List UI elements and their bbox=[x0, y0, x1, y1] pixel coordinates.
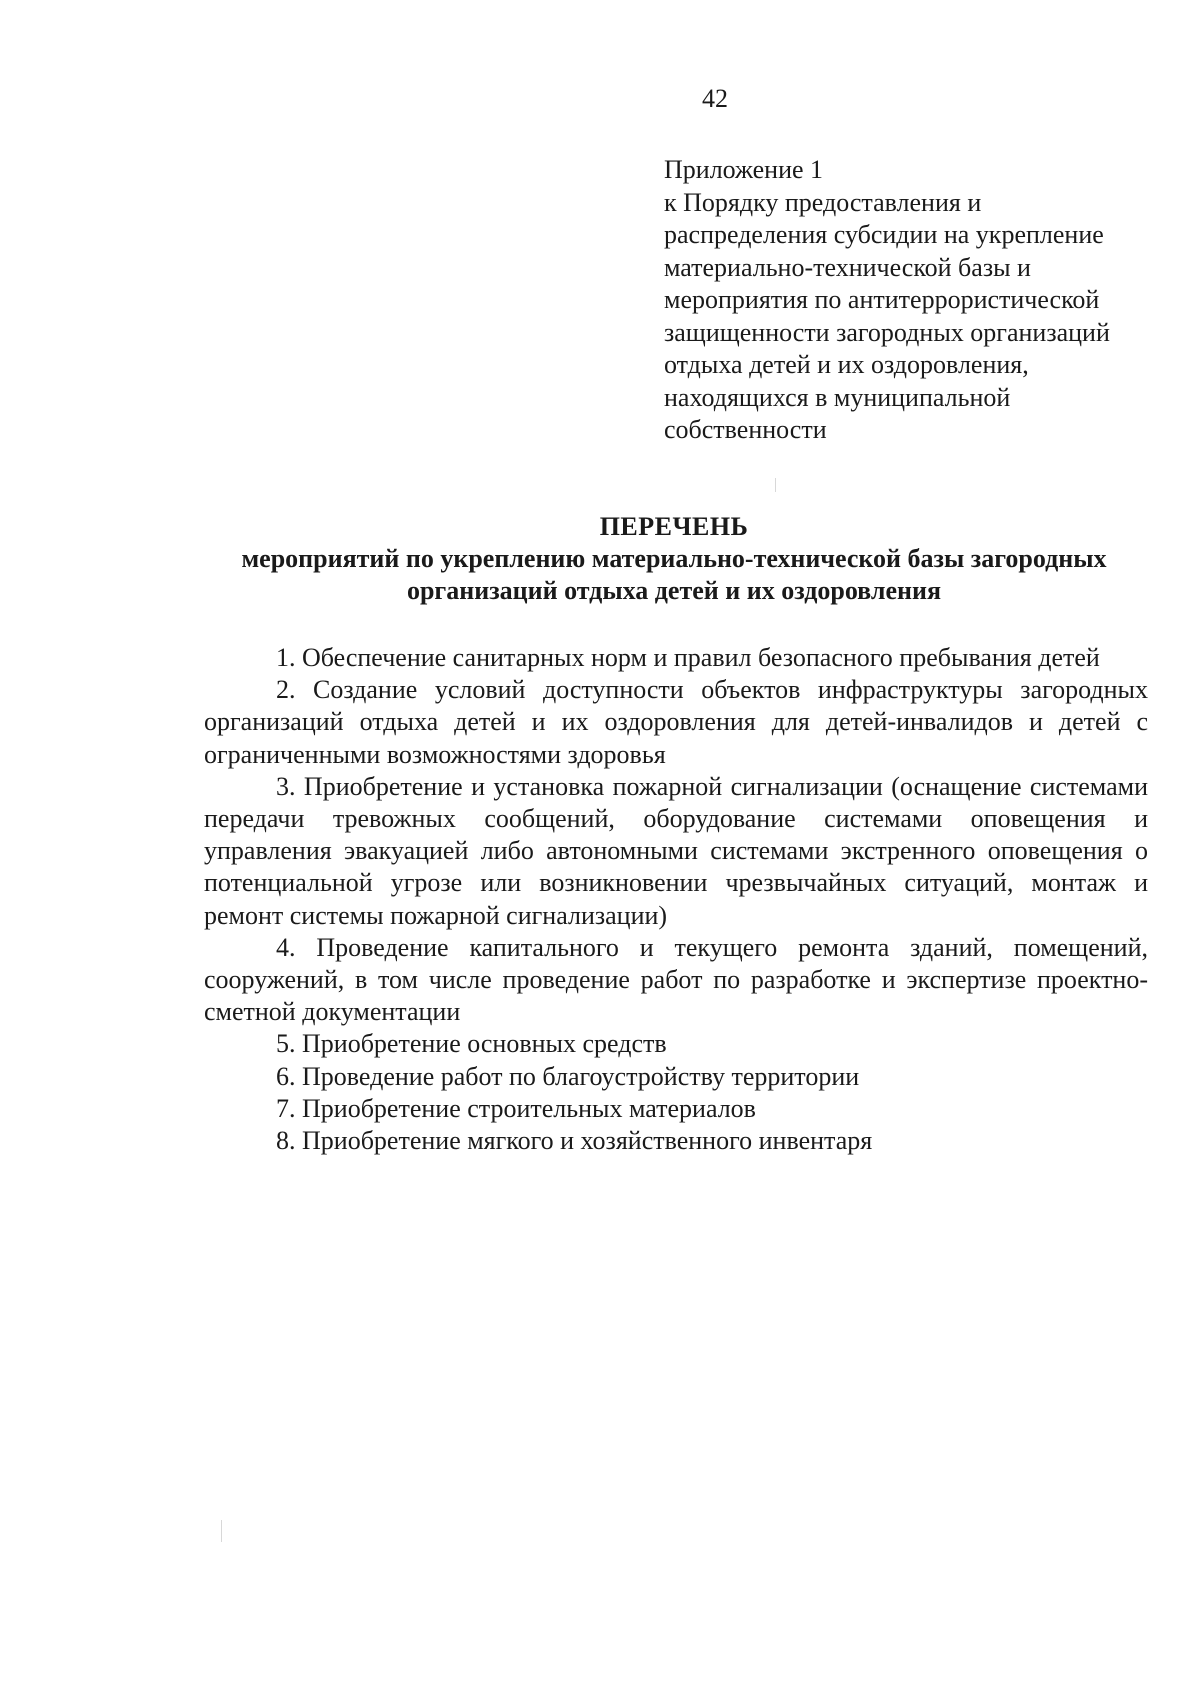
appendix-reference bbox=[664, 154, 1184, 447]
list-item: 4. Проведение капитального и текущего ремонта зданий, помещений, сооружений, в том числе проведение работ по разработке и экспертизе проектно-сметной документации bbox=[204, 932, 1148, 1027]
appendix-line: находящихся в муниципальной bbox=[664, 382, 1011, 412]
appendix-line: материально-технической базы и bbox=[664, 252, 1031, 282]
list-item: 7. Приобретение строительных материалов bbox=[276, 1093, 756, 1123]
list-item: 2. Создание условий доступности объектов инфраструктуры загородных организаций отдыха детей и их оздоровления для детей-инвалидов и детей с ограниченными возможностями здоровья bbox=[204, 675, 1148, 769]
list-item: 3. Приобретение и установка пожарной сигнализации (оснащение системами передачи тревожных сообщений, оборудование системами оповещения и управления эвакуацией либо автономными системами экстренного оповещения о потенциальной угрозе или возникновении чрезвычайных ситуаций, монтаж и ремонт системы пожарной сигнализации) bbox=[204, 771, 1148, 930]
measures-list bbox=[204, 642, 1148, 1157]
appendix-line: собственности bbox=[664, 415, 827, 444]
list-item: 1. Обеспечение санитарных норм и правил безопасного пребывания детей bbox=[276, 643, 1100, 672]
appendix-line: отдыха детей и их оздоровления, bbox=[664, 350, 1029, 379]
appendix-line: распределения субсидии на укрепление bbox=[664, 220, 1104, 249]
appendix-line: мероприятия по антитеррористической bbox=[664, 285, 1100, 314]
scan-artifact bbox=[775, 478, 776, 492]
heading-subtitle-line: организаций отдыха детей и их оздоровления bbox=[406, 576, 942, 605]
document-heading bbox=[200, 511, 1148, 607]
heading-subtitle-line: мероприятий по укреплению материально-технической базы загородных bbox=[241, 544, 1107, 573]
heading-title: ПЕРЕЧЕНЬ bbox=[599, 512, 749, 541]
appendix-line: защищенности загородных организаций bbox=[664, 317, 1110, 347]
appendix-line: Приложение 1 bbox=[664, 155, 824, 184]
appendix-line: к Порядку предоставления и bbox=[664, 187, 982, 217]
scan-artifact bbox=[221, 1520, 222, 1542]
page-number: 42 bbox=[702, 84, 728, 113]
list-item: 6. Проведение работ по благоустройству территории bbox=[276, 1061, 860, 1091]
list-item: 5. Приобретение основных средств bbox=[276, 1029, 667, 1059]
list-item: 8. Приобретение мягкого и хозяйственного инвентаря bbox=[276, 1126, 873, 1156]
